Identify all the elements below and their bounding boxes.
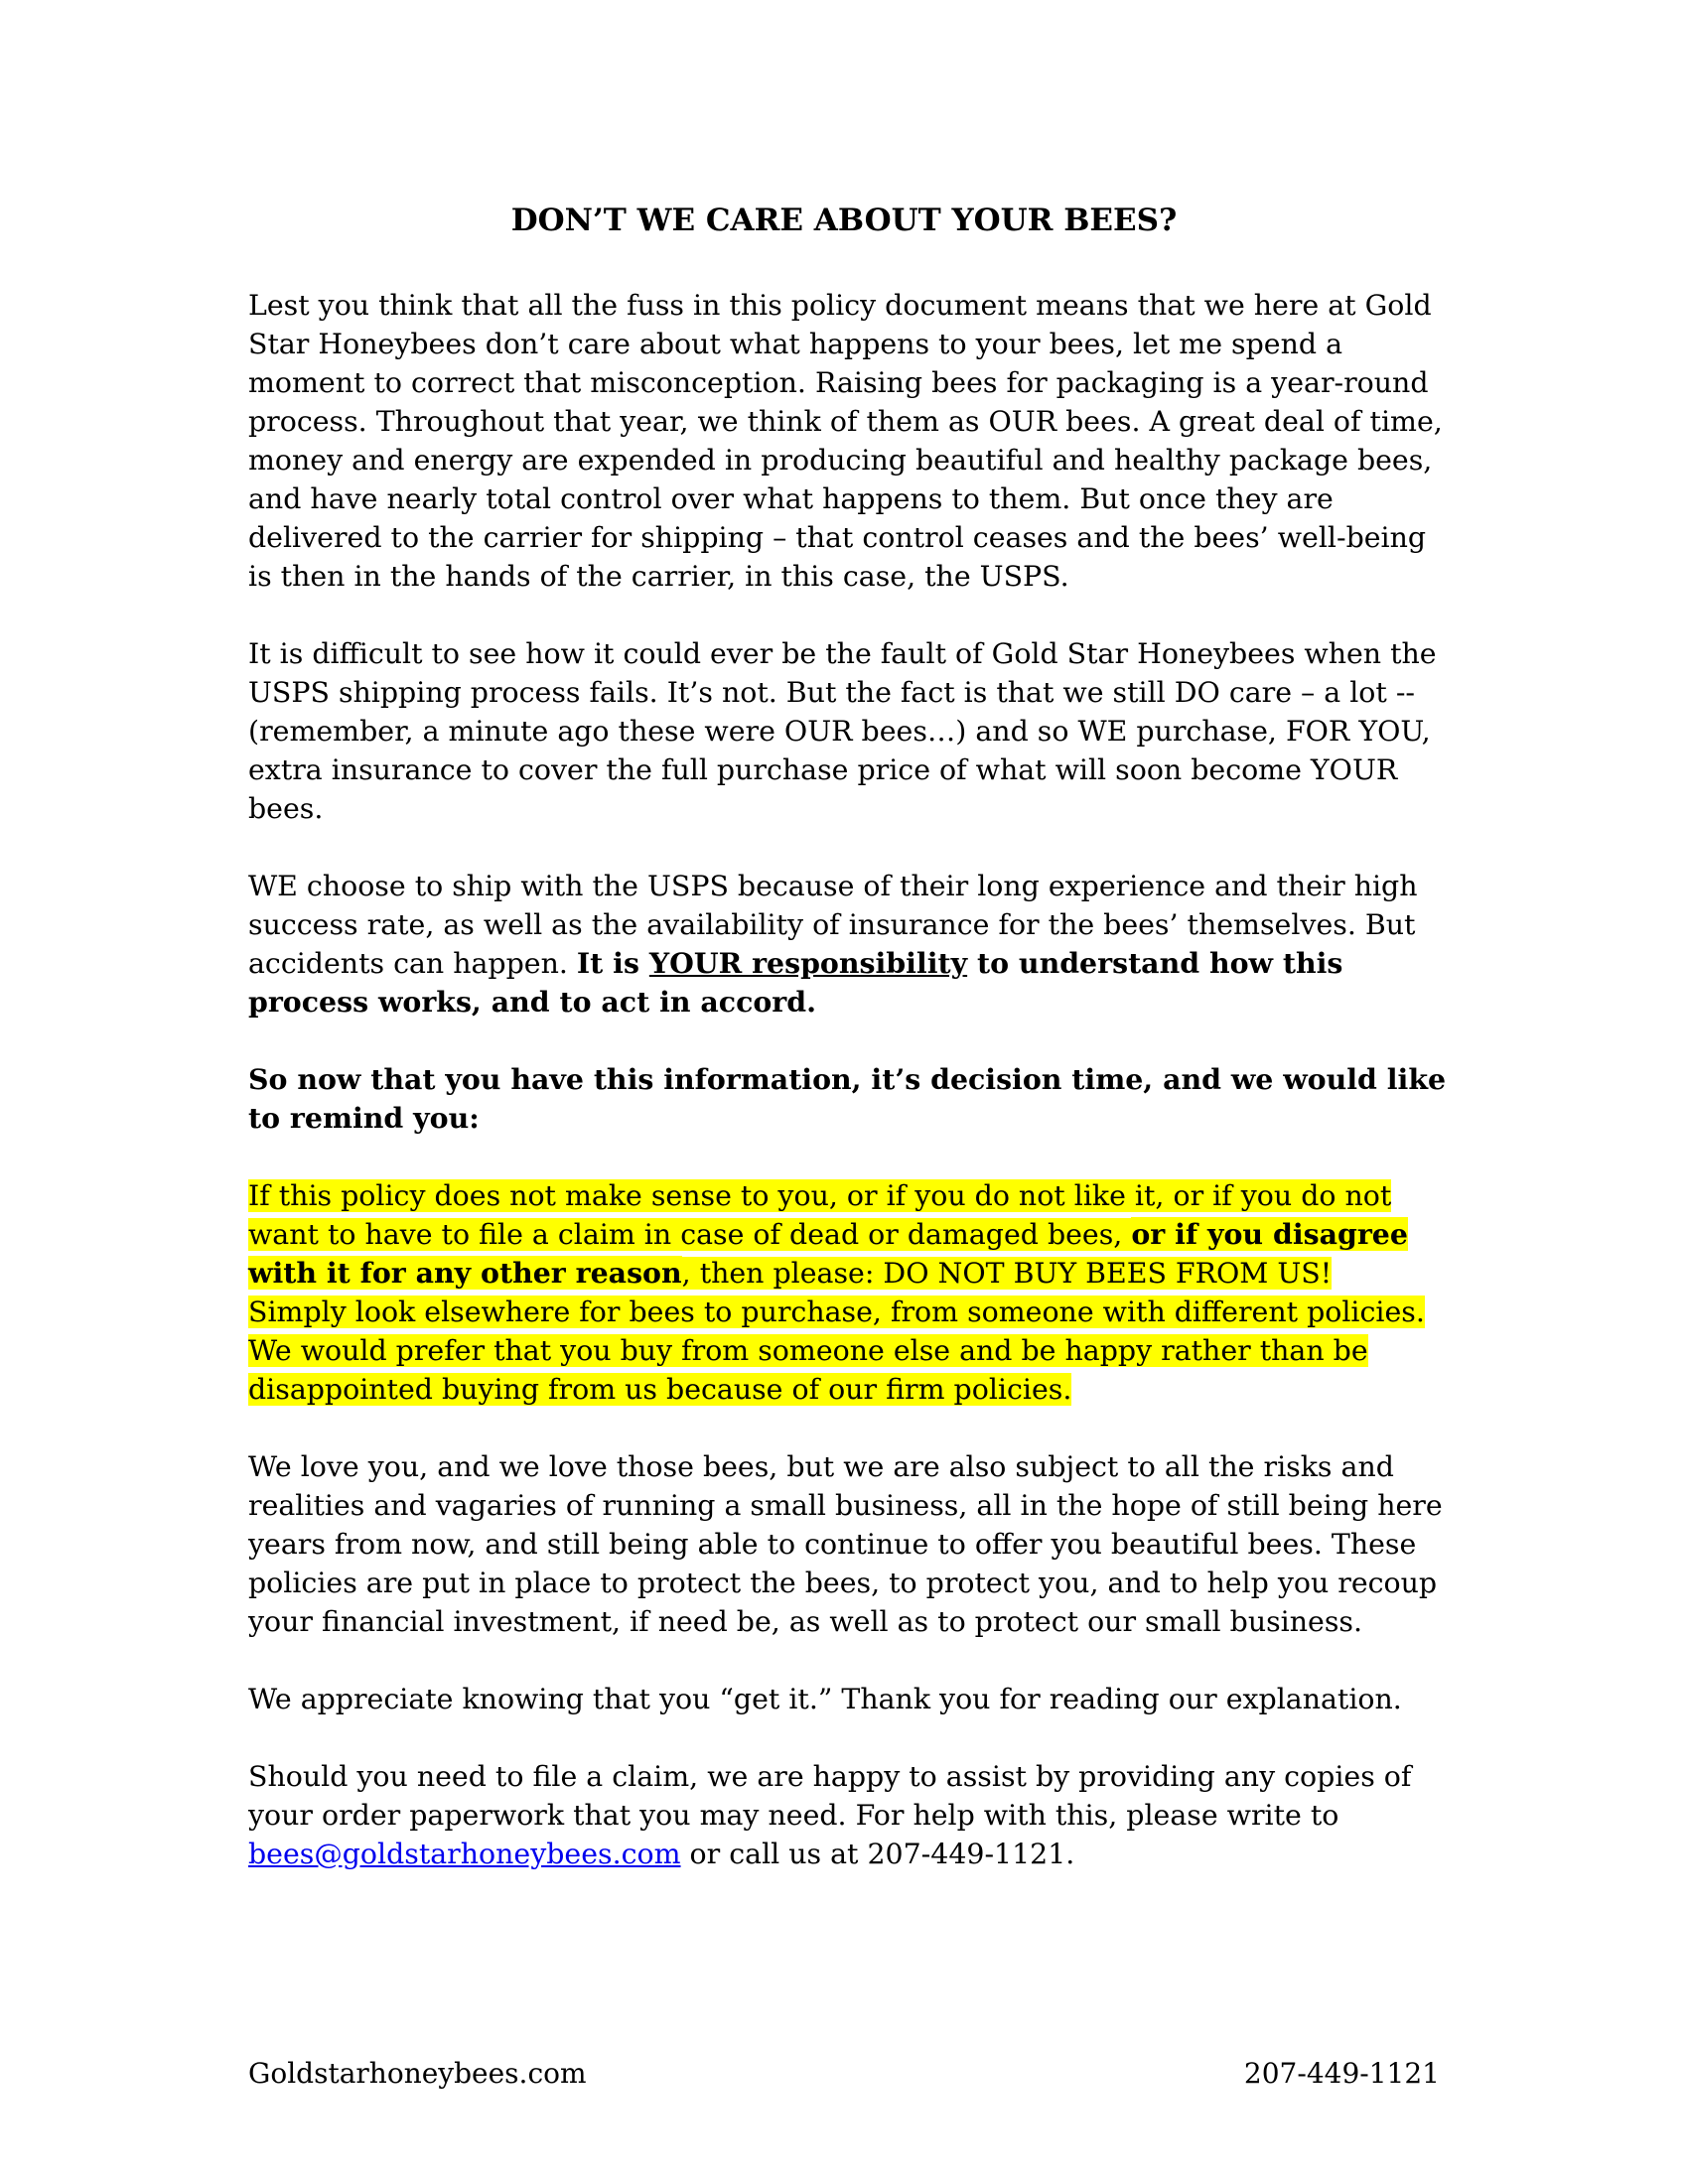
responsibility-plain-text: WE choose to ship with the USPS because of their long experience and their high success rate, as well as the availability of insurance for the bees’ themselves. But accidents can happen. [248, 870, 1418, 980]
paragraph-decision-time: So now that you have this information, it’s decision time, and we would like to remind you: [248, 1062, 1447, 1135]
email-link[interactable]: bees@goldstarhoneybees.com [248, 1838, 681, 1870]
paragraph-small-business: We love you, and we love those bees, but we are also subject to all the risks and realities and vagaries of running a small business, all in the hope of still being here years from now, and still being able to continue to offer you beautiful bees. These policies are put in place to protect the bees, to protect you, and to help you recoup your financial investment, if need be, as well as to protect our small business. [248, 1450, 1443, 1638]
warning-text-2: , then please: DO NOT BUY BEES FROM US! [681, 1257, 1333, 1290]
responsibility-emphasis: YOUR responsibility [648, 946, 968, 980]
page-title: DON’T WE CARE ABOUT YOUR BEES? [510, 203, 1178, 238]
footer-website: Goldstarhoneybees.com [248, 2057, 587, 2090]
responsibility-bold-start: It is [576, 946, 649, 980]
warning-text-1: If this policy does not make sense to you, or if you do not like it, or if you do not want to have to file a claim in case of dead or damaged bees, [248, 1179, 1392, 1251]
footer-phone: 207-449-1121 [1243, 2057, 1440, 2090]
warning-bold-text: or if you disagree with it for any other reason [248, 1217, 1408, 1290]
paragraph-thanks: We appreciate knowing that you “get it.” Thank you for reading our explanation. [248, 1683, 1402, 1715]
responsibility-bold-end: to understand how this process works, and to act in accord. [248, 946, 1343, 1019]
warning-line-2: Simply look elsewhere for bees to purchase, from someone with different policies. [248, 1296, 1425, 1328]
paragraph-intro: Lest you think that all the fuss in this policy document means that we here at Gold Star Honeybees don’t care about what happens to your bees, let me spend a moment to correct that misconception. Raising bees for packaging is a year-round process. Throughout that year, we think of them as OUR bees. A great deal of time, money and energy are expended in producing beautiful and healthy package bees, and have nearly total control over what happens to them. But once they are delivered to the carrier for shipping – that control ceases and the bees’ well-being is then in the hands of the carrier, in this case, the USPS. [248, 289, 1443, 593]
paragraph-usps-insurance: It is difficult to see how it could ever be the fault of Gold Star Honeybees when the USPS shipping process fails. It’s not. But the fact is that we still DO care – a lot -- (remember, a minute ago these were OUR bees…) and so WE purchase, FOR YOU, extra insurance to cover the full purchase price of what will soon become YOUR bees. [248, 637, 1437, 825]
document-body [248, 286, 1450, 1912]
paragraph-contact [248, 1757, 1450, 1873]
warning-line-3: We would prefer that you buy from someone else and be happy rather than be disappointed buying from us because of our firm policies. [248, 1334, 1368, 1406]
contact-phone-text: or call us at 207-449-1121. [680, 1838, 1075, 1870]
paragraph-highlighted-warning [248, 1176, 1450, 1409]
contact-text: Should you need to file a claim, we are happy to assist by providing any copies of your order paperwork that you may need. For help with this, please write to [248, 1760, 1412, 1832]
paragraph-responsibility [248, 867, 1450, 1022]
